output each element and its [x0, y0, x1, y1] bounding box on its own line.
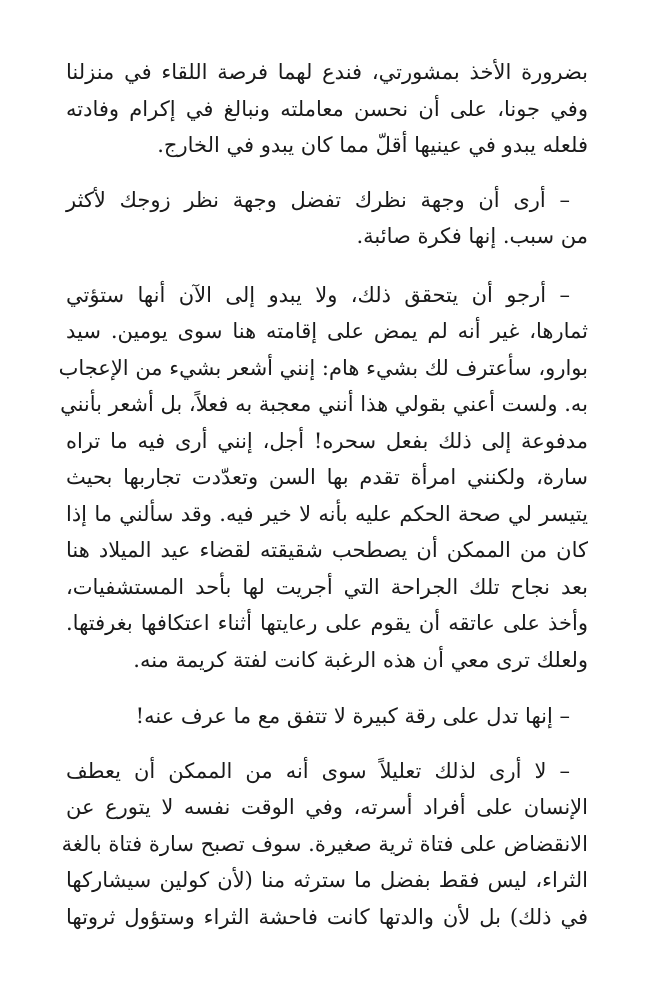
text-line: من سبب. إنها فكرة صائبة.	[356, 224, 588, 248]
text-line: ثمارها، غير أنه لم يمض على إقامته هنا سوى يومين. سيد	[66, 319, 588, 343]
paragraph-4	[66, 698, 588, 735]
text-line: وأخذ على عاتقه أن يقوم على رعايتها أثناء اعتكافها بغرفتها.	[66, 611, 588, 635]
text-line: الثراء، ليس فقط بفضل ما سترثه منا (لأن كولين سيشاركها	[66, 868, 588, 892]
text-line: فلعله يبدو في عينيها أقلّ مما كان يبدو في الخارج.	[157, 133, 588, 157]
text-line: به. ولست أعني بقولي هذا أنني معجبة به فعلاً، بل أشعر بأنني	[60, 392, 588, 416]
text-line: يتيسر لي صحة الحكم عليه بأنه لا خير فيه. وقد سألني ما إذا	[66, 501, 588, 526]
text-line: بضرورة الأخذ بمشورتي، فندع لهما فرصة اللقاء في منزلنا	[66, 60, 588, 84]
text-line: سارة، ولكنني امرأة تقدم بها السن وتعدّدت تجاربها بحيث	[66, 465, 588, 489]
text-line: وفي جونا، على أن نحسن معاملته ونبالغ في إكرام وفادته	[66, 96, 588, 121]
text-line: الانقضاض على فتاة ثرية صغيرة. سوف تصبح سارة فتاة بالغة	[61, 831, 588, 856]
paragraph-1	[66, 54, 588, 164]
text-line: في ذلك) بل لأن والدتها كانت فاحشة الثراء وستؤول ثروتها	[66, 904, 588, 929]
text-line: – لا أرى لذلك تعليلاً سوى أنه من الممكن أن يعطف	[66, 758, 570, 783]
text-line: بعد نجاح تلك الجراحة التي أجريت لها بأحد المستشفيات،	[66, 574, 588, 599]
paragraph-2	[66, 182, 588, 255]
paragraph-5	[61, 753, 588, 936]
text-line: – أرى أن وجهة نظرك تفضل وجهة نظر زوجك لأكثر	[66, 187, 570, 212]
paragraph-3	[58, 277, 588, 679]
text-line: بوارو، سأعترف لك بشيء هام: إنني أشعر بشيء من الإعجاب	[58, 355, 588, 380]
text-line: ولعلك ترى معي أن هذه الرغبة كانت لفتة كريمة منه.	[133, 647, 588, 672]
text-line: مدفوعة إلى ذلك بفعل سحره! أجل، إنني أرى فيه ما تراه	[66, 428, 588, 453]
text-line: كان من الممكن أن يصطحب شقيقته لقضاء عيد الميلاد هنا	[66, 538, 588, 562]
page-body-text	[58, 54, 588, 955]
text-line: – أرجو أن يتحقق ذلك، ولا يبدو إلى الآن أنها ستؤتي	[66, 282, 570, 307]
text-line: الإنسان على أفراد أسرته، وفي الوقت نفسه لا يتورع عن	[66, 795, 588, 819]
text-line: – إنها تدل على رقة كبيرة لا تتفق مع ما عرف عنه!	[135, 704, 570, 728]
